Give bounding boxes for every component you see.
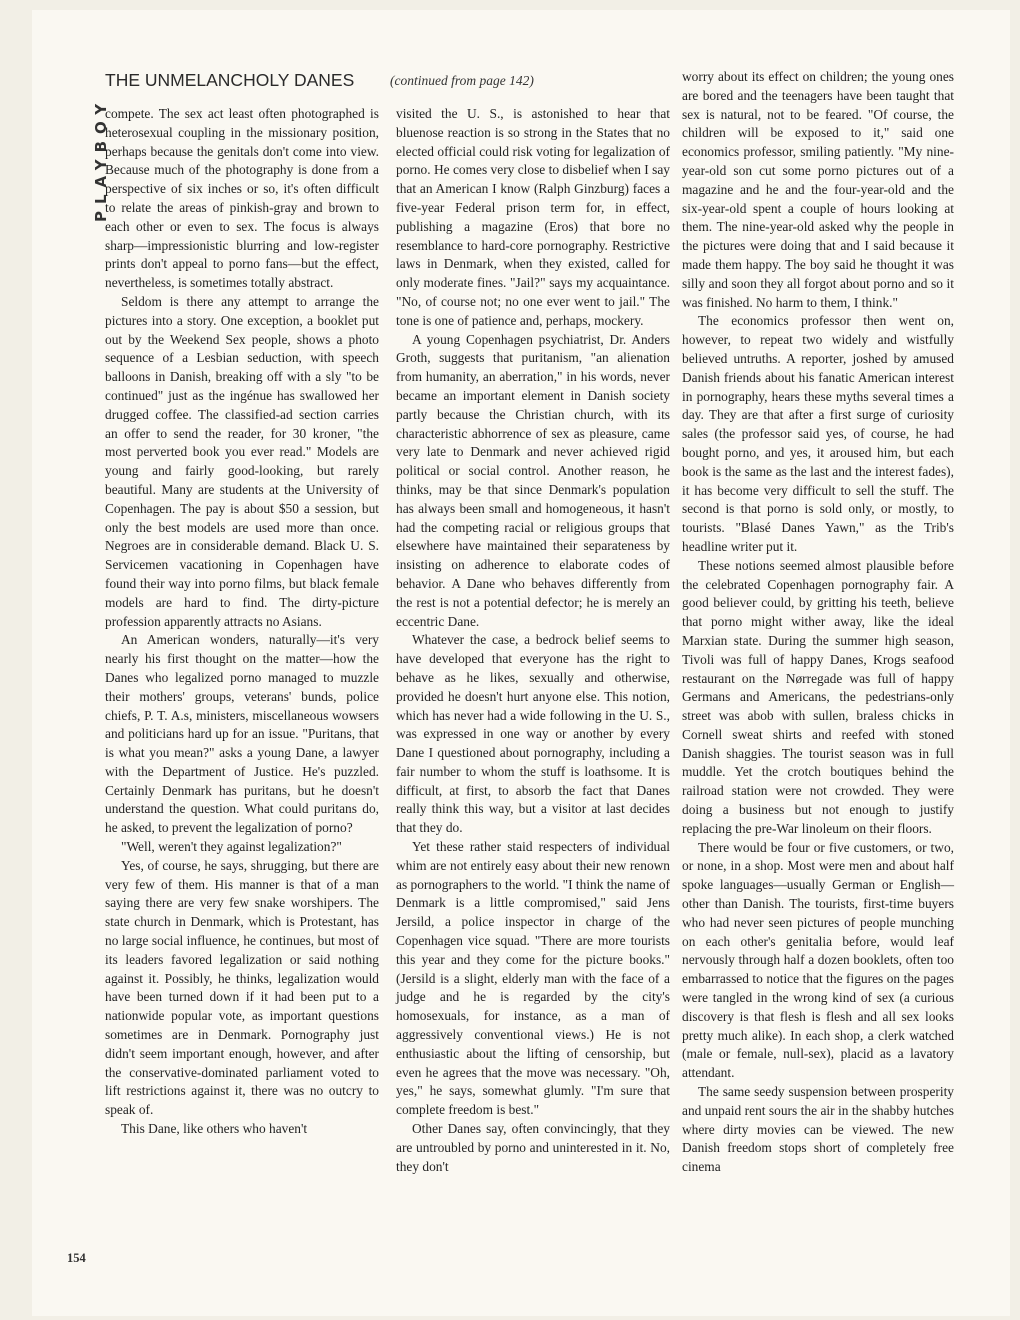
paragraph: worry about its effect on children; the young ones are bored and the teenagers have been taught that sex is natural, not to be feared. "Of course, the children will be exposed to it," said one economics professor, smiling patiently. "My nine-year-old son cut some porno pictures out of a magazine and he and the four-year-old and the six-year-old spent a couple of hours looking at them. The nine-year-old asked why the people in the pictures were doing that and I said because it made them happy. The boy said he thought it was silly and soon they all forgot about porno and so it was finished. No harm to them, I think.": [682, 69, 954, 310]
paragraph: A young Copenhagen psychiatrist, Dr. Anders Groth, suggests that puritanism, "an alienation from humanity, an aberration," in his words, never became an important element in Danish society partly because the Christian church, with its characteristic abhorrence of sex as pleasure, came very late to Denmark and never achieved rigid political or social control. Another reason, he thinks, may be that since Denmark's population has always been small and homogeneous, it hasn't had the competing racial or religious groups that elsewhere have maintained their separateness by insisting on adherence to elaborate codes of behavior. A Dane who behaves differently from the rest is not a potential defector; he is merely an eccentric Dane.: [396, 331, 670, 629]
paragraph: Seldom is there any attempt to arrange the pictures into a story. One exception, a booklet put out by the Weekend Sex people, shows a photo sequence of a Lesbian seduction, with speech balloons in Danish, breaking off with a sly "to be continued" just as the ingénue has swallowed her drugged coffee. The classified-ad section carries an offer to send the reader, for 30 kroner, "the most perverted book you ever read." Models are young and fairly good-looking, but rarely beautiful. Many are students at the University of Copenhagen. The pay is about $50 a session, but only the best models are used more than once. Negroes are in considerable demand. Black U. S. Servicemen vacationing in Copenhagen have found their way into porno films, but black female models are hard to find. The dirty-picture profession apparently attracts no Asians.: [105, 293, 379, 629]
paragraph: Yet these rather staid respecters of individual whim are not entirely easy about their new renown as pornographers to the world. "I think the name of Denmark is a little compromised," said Jens Jersild, a police inspector in charge of the Copenhagen vice squad. "There are more tourists this year and they come for the picture books." (Jersild is a slight, elderly man with the face of a judge and he is regarded by the city's homosexuals, for instance, as a man of aggressively conventional views.) He is not enthusiastic about the lifting of censorship, but even he agrees that the move was necessary. "Oh, yes," he says, somewhat glumly. "I'm sure that complete freedom is best.": [396, 839, 670, 1118]
masthead-text: PLAYBOY: [92, 96, 110, 222]
paragraph: This Dane, like others who haven't: [121, 1121, 308, 1137]
text-column-1: [105, 105, 379, 1139]
article-title: THE UNMELANCHOLY DANES: [105, 70, 355, 90]
continued-note: (continued from page 142): [390, 73, 534, 88]
paragraph: These notions seemed almost plausible before the celebrated Copenhagen pornography fair. A good believer could, by gritting his teeth, believe that porno might wither away, like the ideal Marxian state. During the summer high season, Tivoli was full of happy Danes, Krogs seafood restaurant on the Nørregade was full of happy Germans and Americans, the pedestrians-only street was abob with sullen, braless chicks in Cornell sweat shirts and reefed with stoned Danish shaggies. The tourist season was in full muddle. Yet the crotch boutiques behind the railroad station were not crowded. They were doing a business but not enough to justify replacing the pre-War linoleum on their floors.: [682, 557, 954, 836]
paragraph: Other Danes say, often convincingly, that they are untroubled by porno and uninterested in it. No, they don't: [396, 1121, 670, 1174]
paragraph: visited the U. S., is astonished to hear that bluenose reaction is so strong in the States that no elected official could risk voting for legalization of porno. He comes very close to disbelief when I say that an American I know (Ralph Ginzburg) faces a five-year Federal prison term for, in effect, publishing a magazine (Eros) that bore no resemblance to hard-core pornography. Restrictive laws in Denmark, when they existed, called for only moderate fines. "Jail?" says my acquaintance. "No, of course not; no one ever went to jail." The tone is one of patience and, perhaps, mockery.: [396, 106, 670, 328]
paragraph: An American wonders, naturally—it's very nearly his first thought on the matter—how the Danes who legalized porno managed to muzzle their mothers' groups, veterans' bunds, police chiefs, P. T. A.s, ministers, miscellaneous wowsers and politicians hard up for an issue. "Puritans, that is what you mean?" asks a young Dane, a lawyer with the Department of Justice. He's puzzled. Certainly Denmark has puritans, but he doesn't understand the question. What could puritans do, he asked, to prevent the legalization of porno?: [105, 632, 379, 836]
paragraph: The same seedy suspension between prosperity and unpaid rent sours the air in the shabby hutches where dirty movies can be viewed. The new Danish freedom stops short of completely free cinema: [682, 1084, 954, 1175]
text-column-3: [682, 68, 954, 1177]
paragraph: There would be four or five customers, or two, or none, in a shop. Most were men and about half spoke languages—usually German or English—other than Danish. The tourists, first-time buyers who had never seen pictures of people munching on each other's genitalia before, would leaf nervously through half a dozen booklets, often too embarrassed to notice that the figures on the pages were tangled in the wrong kind of sex (a curious discovery is that flesh is flesh and all sex looks pretty much alike). In each shop, a clerk watched (male or female, null-sex), placid as a lavatory attendant.: [682, 839, 954, 1081]
paragraph: "Well, weren't they against legalization?": [121, 839, 342, 855]
text-column-2: [396, 105, 670, 1176]
paragraph: Yes, of course, he says, shrugging, but there are very few of them. His manner is that of a man saying there are very few snake worshipers. The state church in Denmark, which is Protestant, has no large social influence, he continues, but most of its leaders favored legalization or said nothing against it. Possibly, he thinks, legalization would have been turned down if it had been put to a nationwide popular vote, as important questions sometimes are in Denmark. Pornography just didn't seem important enough, however, and after the conservative-dominated parliament voted to lift restrictions against it, there was no outcry to speak of.: [105, 857, 379, 1118]
paragraph: compete. The sex act least often photographed is heterosexual coupling in the missionary position, perhaps because the genitals don't come into view. Because much of the photography is done from a perspective of six inches or so, it's often difficult to relate the areas of pinkish-gray and brown to each other or even to sex. The focus is always sharp—impressionistic blurring and low-register prints don't appeal to porno fans—but the effect, nevertheless, is sometimes totally abstract.: [105, 106, 379, 291]
paragraph: The economics professor then went on, however, to repeat two widely and wistfully believed untruths. A reporter, joshed by amused Danish friends about his fanatic American interest in pornography, hears these myths several times a day. They are that after a first surge of curiosity sales (the professor said yes, of course, he had bought porno, and yes, it aroused him, but each book is the same as the last and the interest fades), it has become very difficult to sell the stuff. The second is that porno is sold only, or mostly, to tourists. "Blasé Danes Yawn," as the Trib's headline writer put it.: [682, 313, 954, 554]
paragraph: Whatever the case, a bedrock belief seems to have developed that everyone has the right to behave as he likes, sexually and otherwise, provided he doesn't hurt anyone else. This notion, which has never had a wide following in the U. S., was expressed in one way or another by every Dane I questioned about pornography, including a fair number to whom the stuff is loathsome. It is difficult, at first, to absorb the fact that Danes really think this way, but a visitor at last decides that they do.: [396, 632, 670, 836]
page-number: 154: [67, 1251, 86, 1265]
